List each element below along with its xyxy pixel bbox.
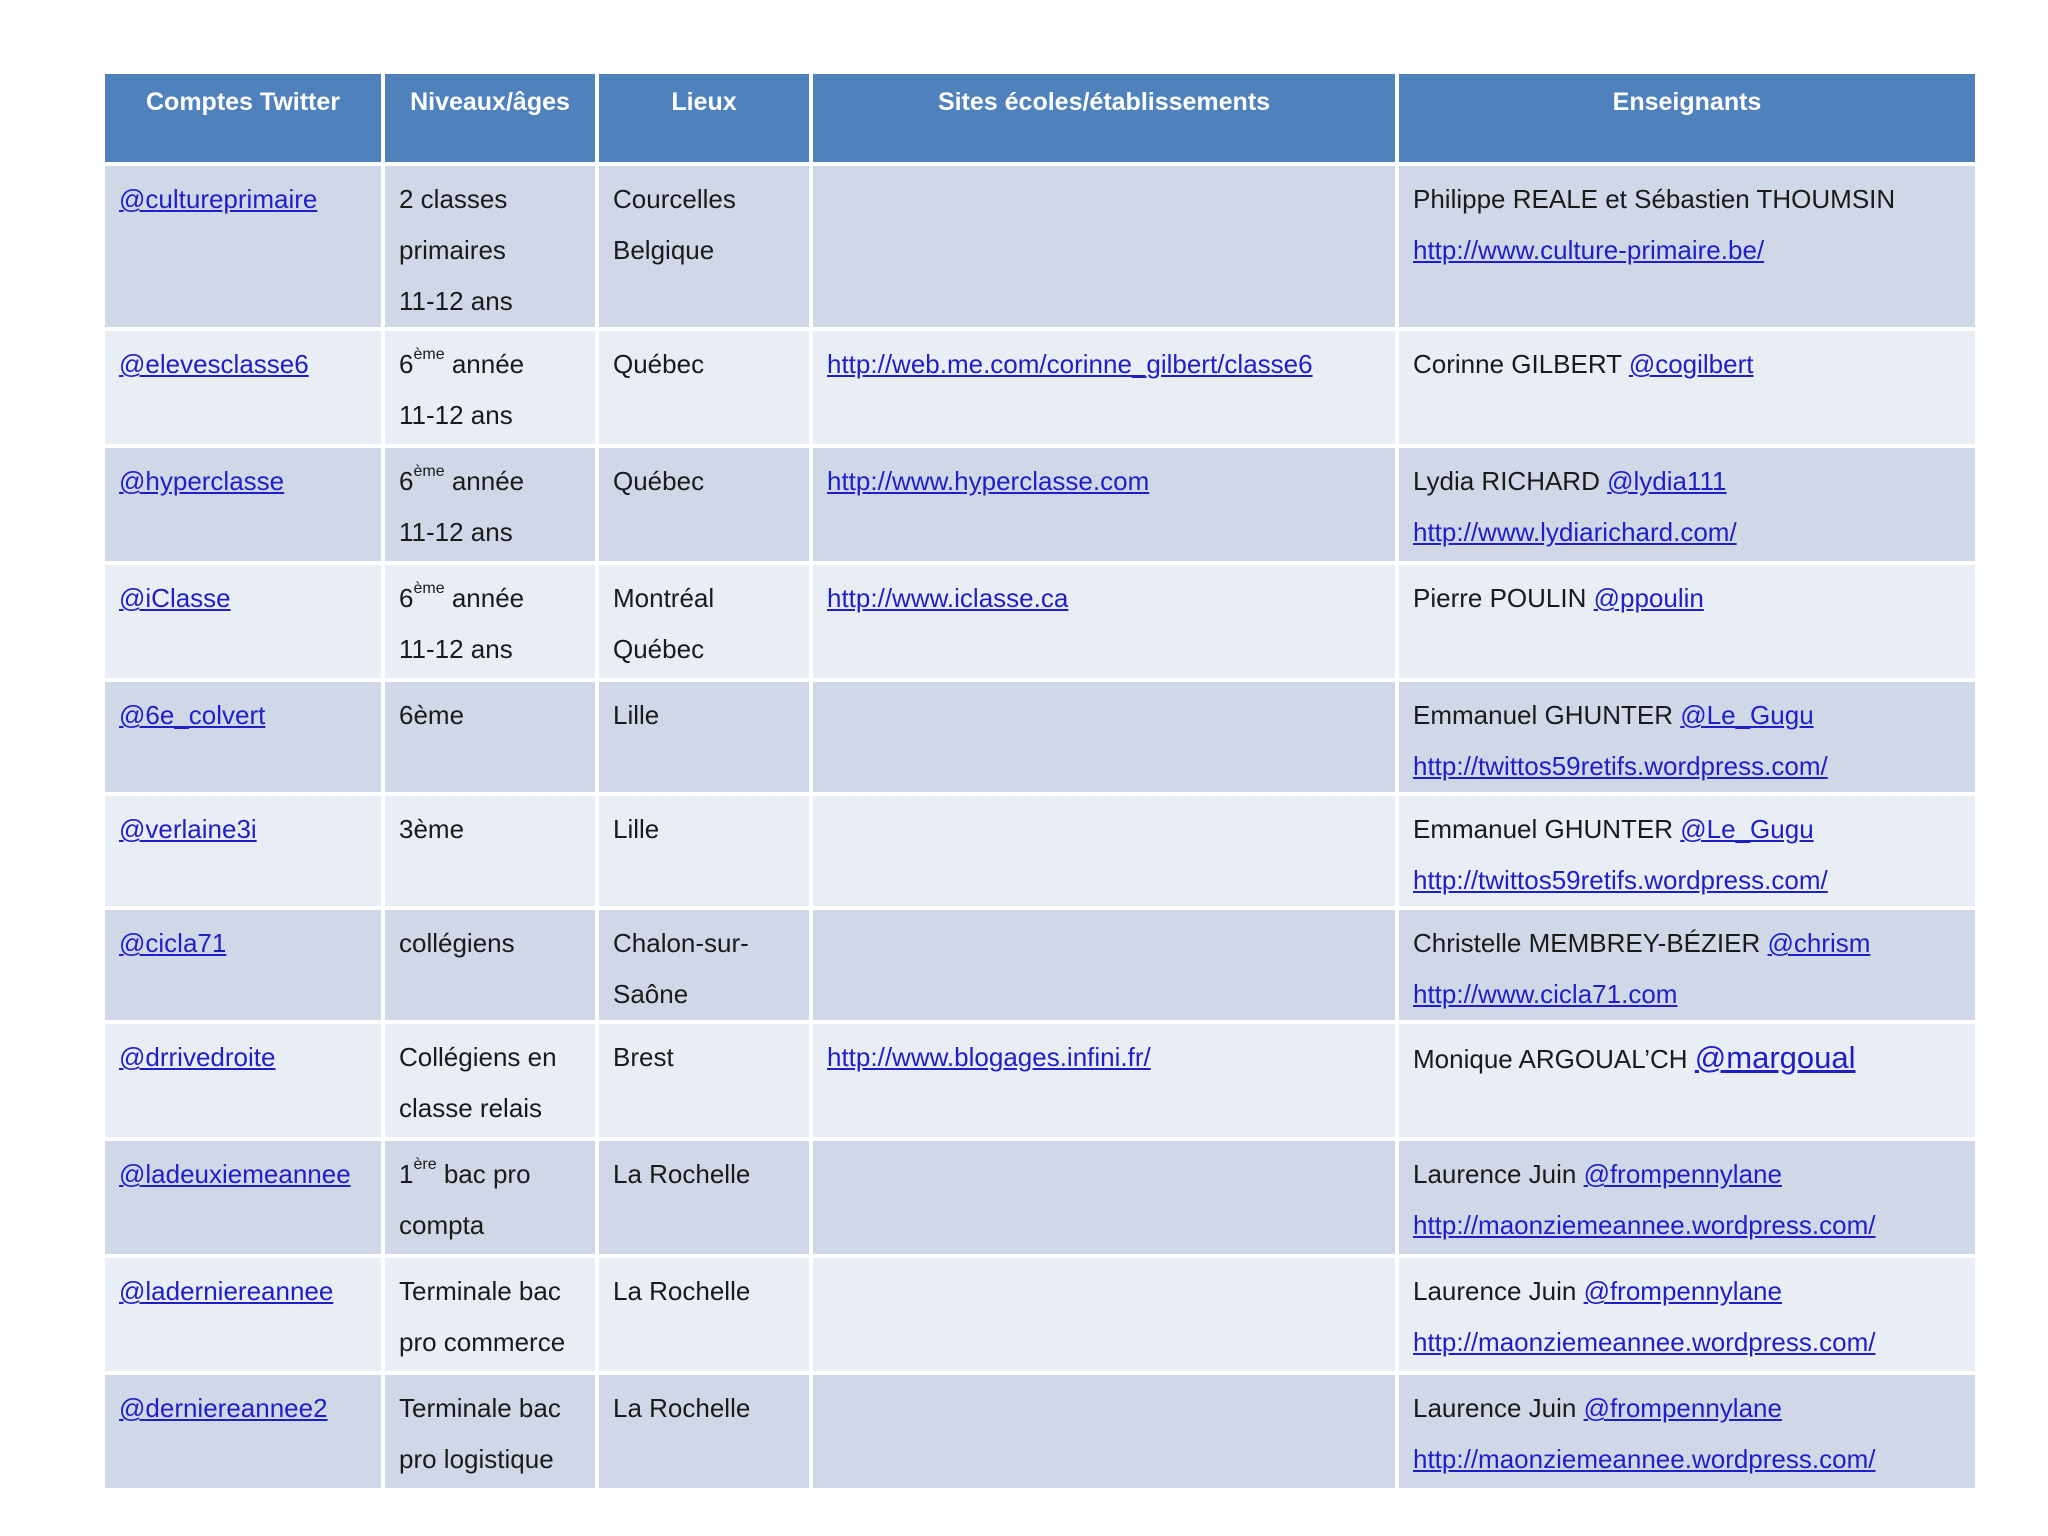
level-line: classe relais [399, 1093, 543, 1123]
teacher-line [1413, 339, 1961, 390]
teacher-handle-link[interactable]: @cogilbert [1628, 349, 1754, 379]
level-line: 6ème année [399, 580, 525, 613]
place-line: Courcelles [613, 184, 736, 214]
level-line: compta [399, 1210, 485, 1240]
cell-level [385, 910, 595, 1020]
cell-account [105, 166, 381, 327]
place-line: Chalon-sur- [613, 928, 749, 958]
cell-account [105, 682, 381, 792]
header-enseignants: Enseignants [1399, 74, 1975, 162]
cell-account [105, 1375, 381, 1488]
teacher-line [1413, 1032, 1961, 1085]
place-line: Québec [613, 349, 705, 379]
cell-place [599, 682, 809, 792]
teacher-url-link[interactable]: http://twittos59retifs.wordpress.com/ [1413, 751, 1828, 781]
cell-site [813, 166, 1395, 327]
level-line: 11-12 ans [399, 286, 513, 316]
table-row [105, 1258, 1975, 1371]
table-row [105, 1024, 1975, 1137]
cell-place [599, 1375, 809, 1488]
level-line: 2 classes [399, 184, 508, 214]
cell-site [813, 682, 1395, 792]
twitter-account-link[interactable]: @cultureprimaire [119, 184, 318, 214]
teacher-handle-link[interactable]: @Le_Gugu [1680, 700, 1814, 730]
place-line: Québec [613, 466, 705, 496]
teacher-url-line [1413, 741, 1961, 792]
cell-account [105, 910, 381, 1020]
teacher-handle-link[interactable]: @margoual [1694, 1040, 1856, 1075]
cell-level [385, 796, 595, 906]
level-line: 11-12 ans [399, 634, 513, 664]
cell-account [105, 565, 381, 678]
teacher-url-link[interactable]: http://www.cicla71.com [1413, 979, 1678, 1009]
cell-site [813, 1024, 1395, 1137]
teacher-name: Corinne GILBERT [1413, 349, 1629, 379]
teacher-line [1413, 174, 1961, 225]
cell-site [813, 448, 1395, 561]
cell-account [105, 1141, 381, 1254]
cell-place [599, 1024, 809, 1137]
level-superscript: ère [413, 1156, 437, 1174]
header-lieux: Lieux [599, 74, 809, 162]
place-line: Lille [613, 700, 660, 730]
teacher-name: Lydia RICHARD [1413, 466, 1608, 496]
cell-level [385, 166, 595, 327]
level-line: Terminale bac [399, 1276, 561, 1306]
teacher-url-line [1413, 225, 1961, 276]
teacher-line [1413, 573, 1961, 624]
teacher-line [1413, 1383, 1961, 1434]
cell-account [105, 1024, 381, 1137]
teacher-url-link[interactable]: http://maonziemeannee.wordpress.com/ [1413, 1210, 1876, 1240]
cell-place [599, 1141, 809, 1254]
place-line: Lille [613, 814, 660, 844]
level-line: pro commerce [399, 1327, 566, 1357]
place-line: La Rochelle [613, 1393, 751, 1423]
level-line: collégiens [399, 928, 515, 958]
teacher-handle-link[interactable]: @frompennylane [1583, 1393, 1782, 1423]
place-line: La Rochelle [613, 1276, 751, 1306]
cell-teacher [1399, 448, 1975, 561]
place-line: Québec [613, 634, 705, 664]
teacher-url-line [1413, 969, 1961, 1020]
cell-level [385, 565, 595, 678]
cell-account [105, 1258, 381, 1371]
cell-place [599, 1258, 809, 1371]
table-row [105, 796, 1975, 906]
cell-account [105, 796, 381, 906]
place-line: Belgique [613, 235, 715, 265]
cell-level [385, 1258, 595, 1371]
level-line: 11-12 ans [399, 517, 513, 547]
teacher-url-line [1413, 855, 1961, 906]
level-superscript: ème [413, 346, 445, 364]
level-line: Collégiens en [399, 1042, 557, 1072]
header-niveaux-ages: Niveaux/âges [385, 74, 595, 162]
level-line: 11-12 ans [399, 400, 513, 430]
teacher-handle-link[interactable]: @lydia111 [1607, 466, 1727, 496]
teacher-url-line [1413, 1200, 1961, 1251]
teacher-url-link[interactable]: http://www.culture-primaire.be/ [1413, 235, 1765, 265]
twitter-account-link[interactable]: @hyperclasse [119, 466, 285, 496]
school-site-link[interactable]: http://www.hyperclasse.com [827, 466, 1150, 496]
level-line: 6ème [399, 700, 465, 730]
teacher-line [1413, 456, 1961, 507]
teacher-handle-link[interactable]: @ppoulin [1593, 583, 1704, 613]
twitter-account-link[interactable]: @elevesclasse6 [119, 349, 309, 379]
cell-level [385, 1141, 595, 1254]
table-row [105, 1141, 1975, 1254]
teacher-name: Christelle MEMBREY-BÉZIER [1413, 928, 1768, 958]
level-line: 1ère bac pro [399, 1156, 531, 1189]
table-row [105, 565, 1975, 678]
twitter-account-link[interactable]: @laderniereannee [119, 1276, 334, 1306]
cell-site [813, 1141, 1395, 1254]
cell-place [599, 565, 809, 678]
teacher-handle-link[interactable]: @frompennylane [1583, 1276, 1782, 1306]
cell-site [813, 565, 1395, 678]
level-superscript: ème [413, 463, 445, 481]
teacher-name: Monique ARGOUAL’CH [1413, 1044, 1695, 1074]
twitter-account-link[interactable]: @derniereannee2 [119, 1393, 328, 1423]
cell-teacher [1399, 1375, 1975, 1488]
cell-teacher [1399, 1141, 1975, 1254]
table-row [105, 166, 1975, 327]
teacher-name: Philippe REALE et Sébastien THOUMSIN [1413, 184, 1896, 214]
teacher-line [1413, 804, 1961, 855]
header-row [105, 74, 1975, 162]
teacher-url-link[interactable]: http://maonziemeannee.wordpress.com/ [1413, 1444, 1876, 1474]
place-line: Saône [613, 979, 689, 1009]
cell-account [105, 331, 381, 444]
teacher-name: Emmanuel GHUNTER [1413, 814, 1681, 844]
teacher-url-line [1413, 1317, 1961, 1368]
cell-teacher [1399, 682, 1975, 792]
cell-place [599, 331, 809, 444]
level-line: 6ème année [399, 463, 525, 496]
school-site-link[interactable]: http://www.iclasse.ca [827, 583, 1069, 613]
cell-teacher [1399, 565, 1975, 678]
cell-level [385, 448, 595, 561]
cell-teacher [1399, 166, 1975, 327]
cell-teacher [1399, 1024, 1975, 1137]
cell-site [813, 1258, 1395, 1371]
table-row [105, 448, 1975, 561]
level-line: 6ème année [399, 346, 525, 379]
cell-account [105, 448, 381, 561]
cell-level [385, 1024, 595, 1137]
cell-teacher [1399, 910, 1975, 1020]
header-sites: Sites écoles/établissements [813, 74, 1395, 162]
table-header [105, 74, 1975, 162]
level-superscript: ème [413, 580, 445, 598]
cell-site [813, 1375, 1395, 1488]
teacher-handle-link[interactable]: @Le_Gugu [1680, 814, 1814, 844]
place-line: Brest [613, 1042, 674, 1072]
cell-level [385, 1375, 595, 1488]
cell-place [599, 910, 809, 1020]
twitter-account-link[interactable]: @verlaine3i [119, 814, 257, 844]
teacher-line [1413, 1266, 1961, 1317]
twitter-account-link[interactable]: @6e_colvert [119, 700, 266, 730]
table-body [105, 166, 1975, 1488]
twitter-account-link[interactable]: @cicla71 [119, 928, 227, 958]
level-line: Terminale bac [399, 1393, 561, 1423]
level-line: 3ème [399, 814, 465, 844]
cell-place [599, 166, 809, 327]
twitter-account-link[interactable]: @drrivedroite [119, 1042, 276, 1072]
cell-teacher [1399, 331, 1975, 444]
school-site-link[interactable]: http://www.blogages.infini.fr/ [827, 1042, 1151, 1072]
table-row [105, 1375, 1975, 1488]
place-line: La Rochelle [613, 1159, 751, 1189]
twitter-account-link[interactable]: @iClasse [119, 583, 231, 613]
teacher-url-link[interactable]: http://maonziemeannee.wordpress.com/ [1413, 1327, 1876, 1357]
school-site-link[interactable]: http://web.me.com/corinne_gilbert/classe6 [827, 349, 1313, 379]
teacher-name: Laurence Juin [1413, 1393, 1584, 1423]
cell-teacher [1399, 1258, 1975, 1371]
cell-teacher [1399, 796, 1975, 906]
cell-level [385, 682, 595, 792]
cell-level [385, 331, 595, 444]
teacher-url-link[interactable]: http://www.lydiarichard.com/ [1413, 517, 1737, 547]
cell-site [813, 796, 1395, 906]
teacher-line [1413, 918, 1961, 969]
cell-place [599, 448, 809, 561]
twitter-accounts-table [101, 70, 1979, 1492]
teacher-url-link[interactable]: http://twittos59retifs.wordpress.com/ [1413, 865, 1828, 895]
teacher-handle-link[interactable]: @chrism [1767, 928, 1871, 958]
teacher-url-line [1413, 507, 1961, 558]
teacher-handle-link[interactable]: @frompennylane [1583, 1159, 1782, 1189]
level-line: primaires [399, 235, 506, 265]
teacher-name: Laurence Juin [1413, 1159, 1584, 1189]
table-row [105, 331, 1975, 444]
table-row [105, 682, 1975, 792]
cell-site [813, 910, 1395, 1020]
teacher-name: Pierre POULIN [1413, 583, 1594, 613]
twitter-account-link[interactable]: @ladeuxiemeannee [119, 1159, 351, 1189]
teacher-url-line [1413, 1434, 1961, 1485]
cell-place [599, 796, 809, 906]
teacher-name: Emmanuel GHUNTER [1413, 700, 1681, 730]
table-row [105, 910, 1975, 1020]
cell-site [813, 331, 1395, 444]
teacher-line [1413, 690, 1961, 741]
level-line: pro logistique [399, 1444, 554, 1474]
teacher-name: Laurence Juin [1413, 1276, 1584, 1306]
teacher-line [1413, 1149, 1961, 1200]
header-comptes-twitter: Comptes Twitter [105, 74, 381, 162]
place-line: Montréal [613, 583, 715, 613]
